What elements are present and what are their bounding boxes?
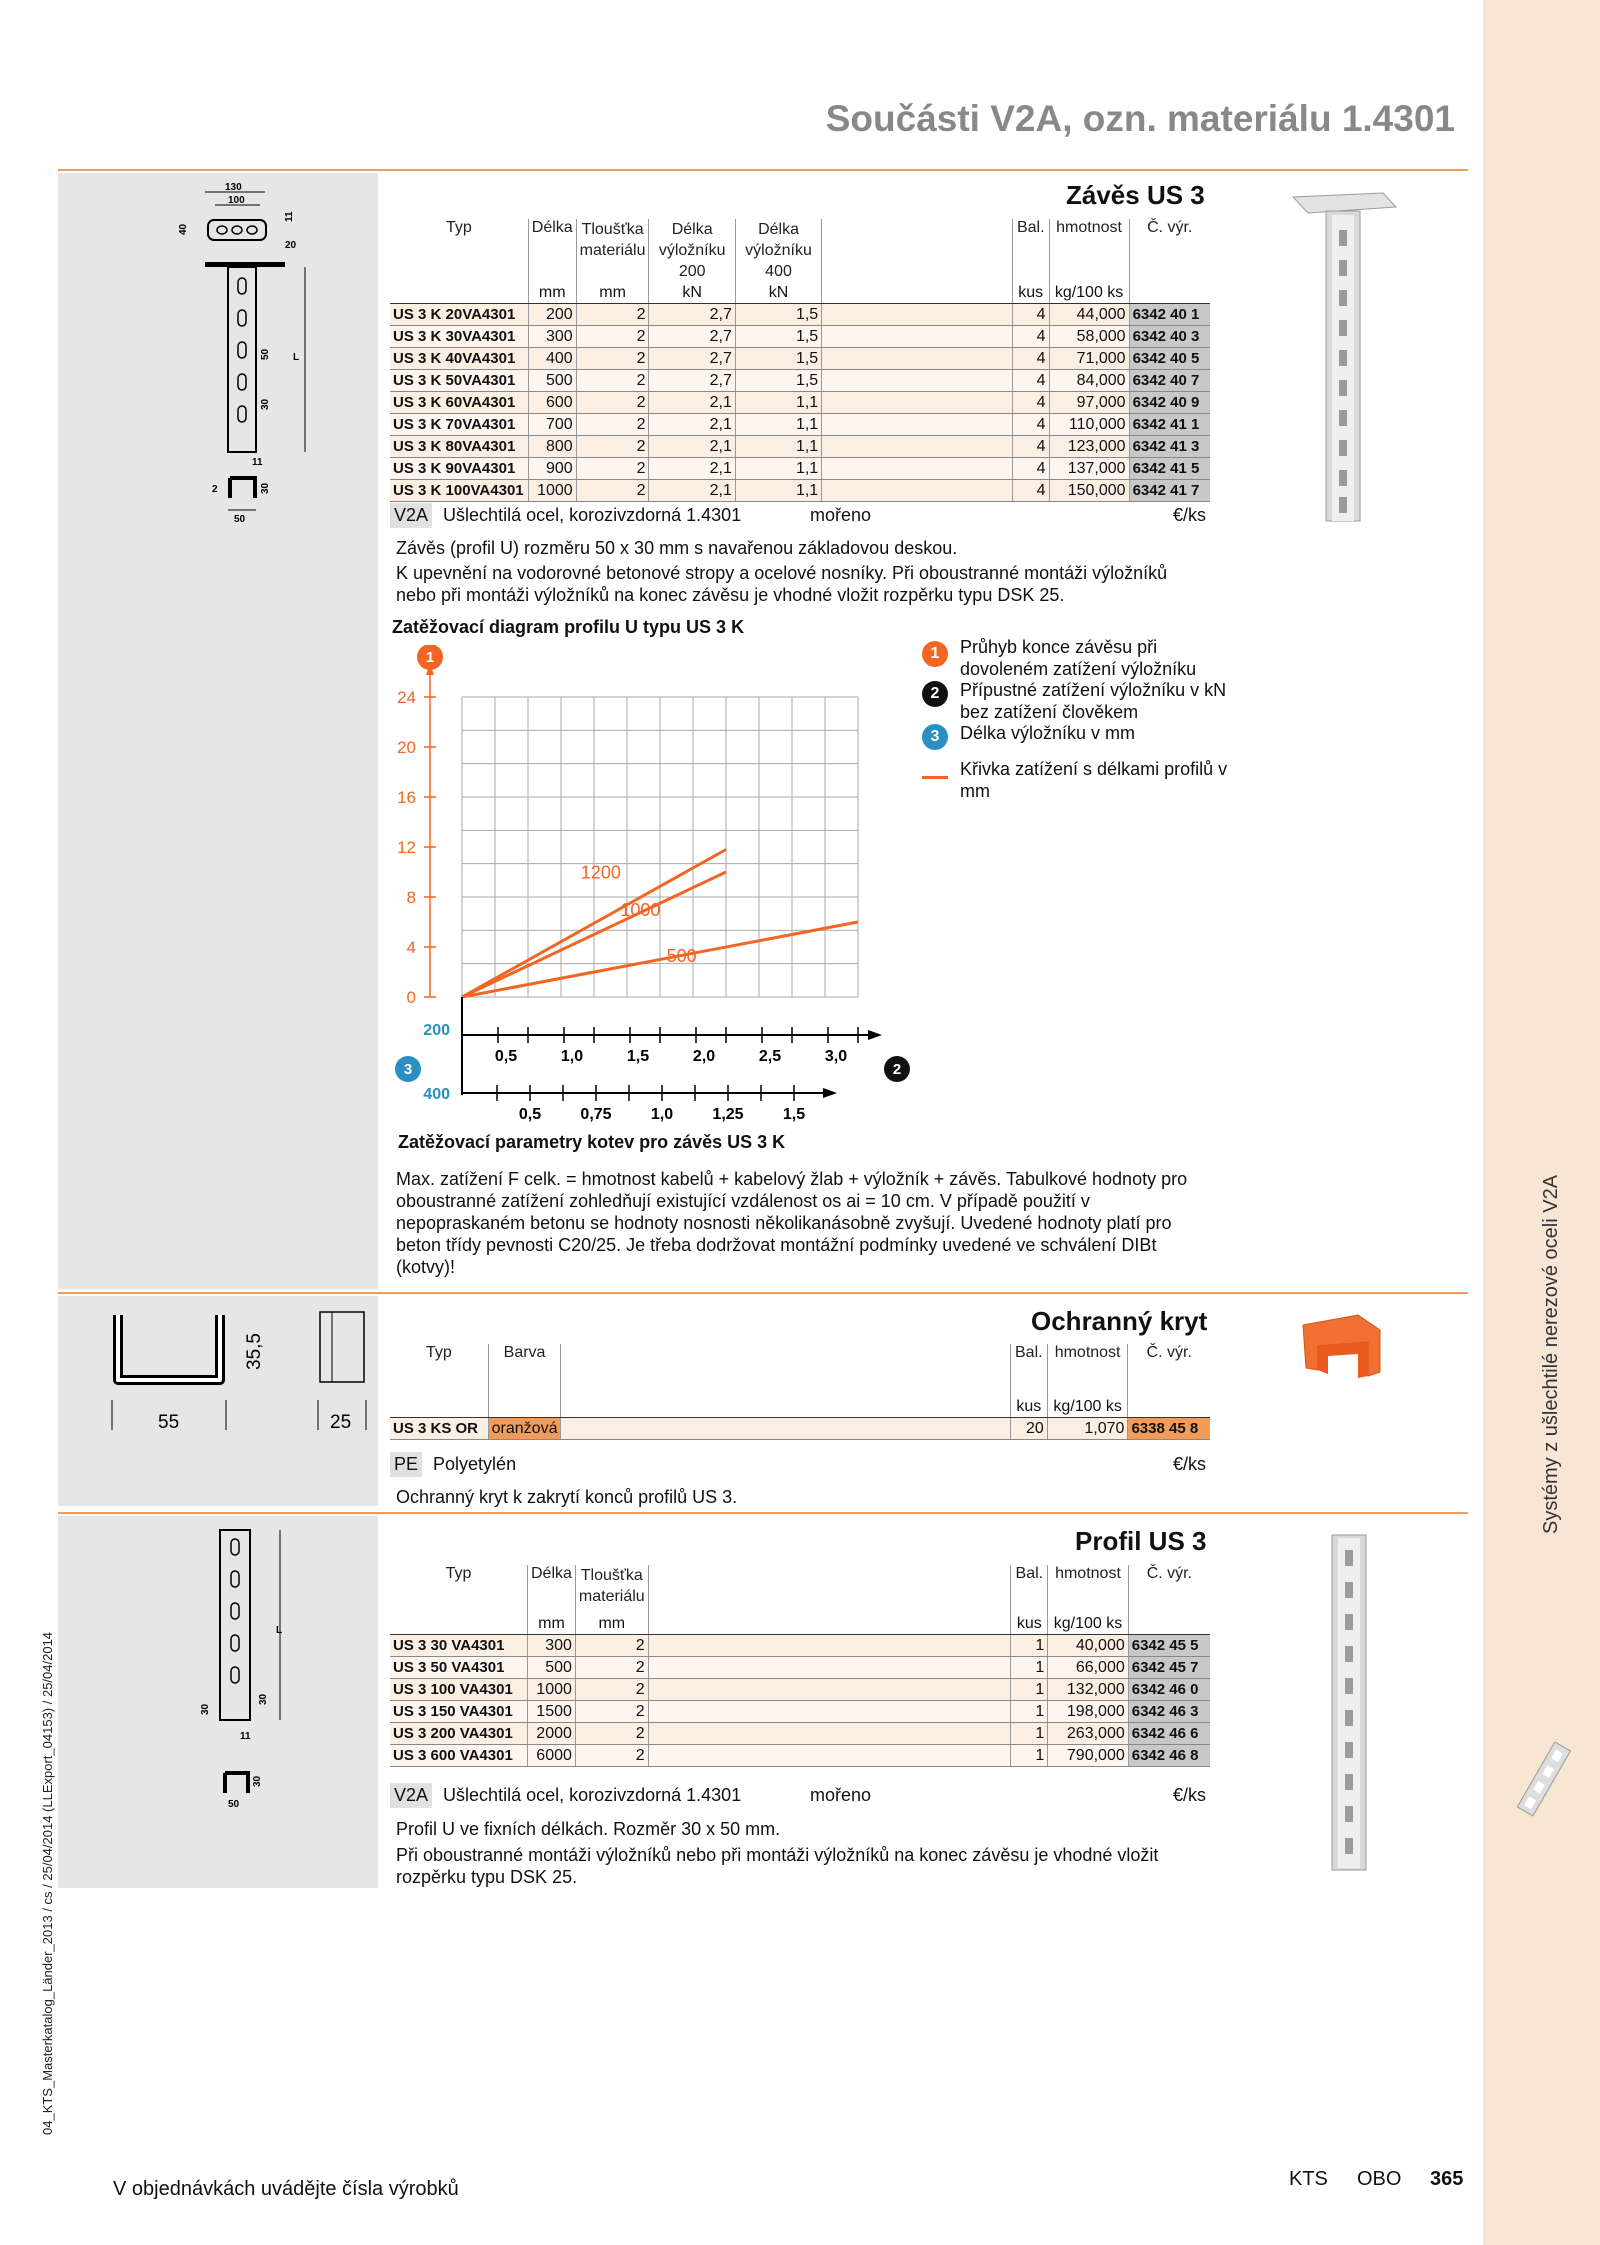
x-tick-label: 0,5 xyxy=(518,1106,542,1123)
y-tick-label: 16 xyxy=(397,788,416,807)
col-barva: Barva xyxy=(488,1344,561,1396)
right-sidebar xyxy=(1483,0,1600,2245)
cover-technical-drawing xyxy=(100,1300,380,1440)
page-title: Součásti V2A, ozn. materiálu 1.4301 xyxy=(825,98,1455,139)
table-row: US 3 K 30VA4301 300 2 2,7 1,5 4 58,000 6342 40 3 xyxy=(390,326,1210,348)
svg-text:20: 20 xyxy=(285,240,297,251)
document-meta: 04_KTS_Masterkatalog_Länder_2013 / cs / 25/04/2014 (LLExport_04153) / 25/04/2014 xyxy=(40,1631,55,2135)
y-tick-label: 12 xyxy=(397,838,416,857)
svg-text:30: 30 xyxy=(260,482,271,494)
section-title-cover: Ochranný kryt xyxy=(1031,1306,1208,1336)
series-label: 500 xyxy=(666,946,697,966)
table-row: US 3 KS OR oranžová 20 1,070 6338 45 8 xyxy=(390,1418,1210,1440)
x-tick-label: 0,75 xyxy=(580,1106,612,1123)
table-row: US 3 K 50VA4301 500 2 2,7 1,5 4 84,000 6342 40 7 xyxy=(390,370,1210,392)
x-tick-label: 1,0 xyxy=(650,1106,674,1123)
col-delka-400: Délka výložníku 400 xyxy=(735,219,821,282)
section-title-hanger: Závěs US 3 xyxy=(1066,180,1205,210)
col-typ: Typ xyxy=(390,219,528,282)
sidebar-category-label: Systémy z ušlechtilé nerezové oceli V2A xyxy=(1540,1174,1562,1534)
col-bal: Bal. xyxy=(1011,1565,1048,1613)
material-description: Ušlechtilá ocel, korozivzdorná 1.4301 xyxy=(443,505,742,525)
section-title-profile: Profil US 3 xyxy=(1075,1526,1207,1556)
svg-text:50: 50 xyxy=(234,514,246,525)
col-cvyr: Č. výr. xyxy=(1146,1344,1192,1361)
material-finish: mořeno xyxy=(810,1785,872,1805)
svg-text:L: L xyxy=(293,352,300,363)
col-typ: Typ xyxy=(390,1344,488,1396)
x-tick-label: 3,0 xyxy=(824,1048,848,1065)
svg-text:11: 11 xyxy=(284,211,295,222)
col-cvyr: Č. výr. xyxy=(1147,219,1193,236)
x-axis-arrow xyxy=(868,1030,882,1040)
svg-text:30: 30 xyxy=(258,1693,269,1705)
hanger-material-row xyxy=(390,503,1210,528)
hanger-desc-1: Závěs (profil U) rozměru 50 x 30 mm s navařenou základovou deskou. xyxy=(396,538,958,558)
footer-order-note: V objednávkách uvádějte čísla výrobků xyxy=(113,2178,459,2200)
col-tloustka: Tloušťka materiálu xyxy=(575,1565,648,1613)
y-tick-label: 0 xyxy=(406,988,416,1007)
profile-product-photo xyxy=(1318,1530,1378,1875)
svg-text:55: 55 xyxy=(158,1412,180,1433)
svg-text:11: 11 xyxy=(252,457,263,468)
y-tick-label: 20 xyxy=(397,738,416,757)
svg-text:30: 30 xyxy=(200,1703,211,1715)
svg-text:11: 11 xyxy=(240,1731,251,1742)
col-delka-200: Délka výložníku 200 xyxy=(649,219,735,282)
anchor-title: Zatěžovací parametry kotev pro závěs US 3 K xyxy=(398,1132,786,1152)
footer-brand-kts: KTS xyxy=(1289,2168,1328,2190)
x-tick-label: 1,25 xyxy=(712,1106,744,1123)
table-row: US 3 K 100VA4301 1000 2 2,1 1,1 4 150,000 6342 41 7 xyxy=(390,480,1210,502)
table-row: US 3 200 VA4301 2000 2 1 263,000 6342 46 6 xyxy=(390,1723,1210,1745)
legend-text-1: Průhyb konce závěsu při dovoleném zatížení výložníku xyxy=(960,637,1197,679)
col-bal: Bal. xyxy=(1012,219,1049,282)
x-tick-label: 2,5 xyxy=(758,1048,782,1065)
y-tick-label: 4 xyxy=(406,938,416,957)
profile-product-table: Typ Délka Tloušťka materiálu Bal. hmotnost Č. výr. mm mm kus kg/100 ks US 3 30 VA4301 300 2 1 40,000 6342 45 5 US 3 50 VA4301 500 2 1 66,000 6342 45 7 US 3 100 VA4301 1000 2 1 132,000 6342 46 0 US 3 150 VA4301 1500 2 1 198,000 6342 46 3 US 3 200 VA4301 2000 2 1 263,000 6342 46 6 US 3 600 VA4301 6000 2 1 790,000 6342 46 8 xyxy=(390,1565,1210,1767)
profile-technical-drawing xyxy=(190,1525,330,1815)
legend-marker-3: 3 xyxy=(922,724,948,750)
col-delka: Délka xyxy=(528,219,576,282)
col-bal: Bal. xyxy=(1010,1344,1047,1396)
material-code: V2A xyxy=(390,503,432,528)
sidebar-profile-thumbnail xyxy=(1515,1742,1575,1817)
x-tick-label: 1,0 xyxy=(560,1048,584,1065)
col-hmotnost: hmotnost xyxy=(1049,219,1129,282)
table-row: US 3 K 90VA4301 900 2 2,1 1,1 4 137,000 6342 41 5 xyxy=(390,458,1210,480)
material-description: Ušlechtilá ocel, korozivzdorná 1.4301 xyxy=(443,1785,742,1805)
table-row: US 3 150 VA4301 1500 2 1 198,000 6342 46 3 xyxy=(390,1701,1210,1723)
series-label: 1000 xyxy=(620,899,661,920)
cover-product-photo xyxy=(1298,1310,1388,1380)
profile-desc-2: Při oboustranné montáži výložníků nebo při montáži výložníků na konec závěsu je vhodné vložit rozpěrku typu DSK 25. xyxy=(396,1845,1159,1887)
legend-text-2: Přípustné zatížení výložníku v kN bez zatížení člověkem xyxy=(960,680,1227,722)
y-tick-label: 24 xyxy=(397,688,416,707)
profile-desc-1: Profil U ve fixních délkách. Rozměr 30 x 50 mm. xyxy=(396,1819,781,1839)
table-row: US 3 K 60VA4301 600 2 2,1 1,1 4 97,000 6342 40 9 xyxy=(390,392,1210,414)
material-description: Polyetylén xyxy=(433,1454,517,1474)
x-axis-marker-label: 2 xyxy=(892,1061,902,1078)
load-diagram xyxy=(390,645,910,1135)
svg-text:130: 130 xyxy=(225,182,242,193)
svg-text:2: 2 xyxy=(212,484,218,495)
x-tick-label: 1,5 xyxy=(626,1048,650,1065)
x-axis-400-arrow xyxy=(823,1088,837,1098)
hanger-desc-2: K upevnění na vodorovné betonové stropy a ocelové nosníky. Při oboustranné montáži výložníků nebo při montáži výložníků na konec závěsu je vhodné vložit rozpěrku typu DSK 25. xyxy=(396,563,1168,605)
footer-page-number: 365 xyxy=(1430,2168,1464,2190)
section-divider xyxy=(58,169,1468,171)
hanger-product-table: Typ Délka Tloušťka materiálu Délka výložníku 200 Délka výložníku 400 Bal. hmotnost Č. výr. mm mm kN kN kus kg/100 ks US 3 K 20VA4301 200 2 2,7 1,5 4 44,000 6342 40 1 US 3 K 30VA4301 300 2 2,7 1,5 4 58,000 6342 40 3 US 3 K 40VA4301 400 2 2,7 1,5 4 71,000 6342 40 5 US 3 K 50VA4301 500 2 2,7 1,5 4 84,000 6342 40 7 US 3 K 60VA4301 600 2 2,1 1,1 4 97,000 6342 40 9 US 3 K 70VA4301 700 2 2,1 1,1 4 110,000 6342 41 1 US 3 K 80VA4301 800 2 2,1 1,1 4 123,000 6342 41 3 US 3 K 90VA4301 900 2 2,1 1,1 4 137,000 6342 41 5 US 3 K 100VA4301 1000 2 2,1 1,1 4 150,000 6342 41 7 xyxy=(390,219,1210,502)
table-row: US 3 100 VA4301 1000 2 1 132,000 6342 46 0 xyxy=(390,1679,1210,1701)
material-finish: mořeno xyxy=(810,505,872,525)
cover-material-row xyxy=(390,1452,1210,1477)
svg-text:L: L xyxy=(276,1625,283,1636)
table-row: US 3 K 40VA4301 400 2 2,7 1,5 4 71,000 6342 40 5 xyxy=(390,348,1210,370)
price-unit: €/ks xyxy=(1172,1785,1206,1805)
cover-product-table: Typ Barva Bal. hmotnost Č. výr. kus kg/100 ks US 3 KS OR oranžová 20 1,070 6338 45 8 xyxy=(390,1344,1210,1440)
section-divider xyxy=(58,1292,1468,1294)
svg-text:30: 30 xyxy=(260,398,271,410)
price-unit: €/ks xyxy=(1172,505,1206,525)
col-hmotnost: hmotnost xyxy=(1047,1344,1128,1396)
col-typ: Typ xyxy=(390,1565,527,1613)
svg-text:30: 30 xyxy=(252,1775,263,1787)
table-row: US 3 K 70VA4301 700 2 2,1 1,1 4 110,000 6342 41 1 xyxy=(390,414,1210,436)
svg-text:40: 40 xyxy=(178,223,189,235)
legend-marker-1: 1 xyxy=(922,641,948,667)
hanger-technical-drawing xyxy=(150,180,330,530)
legend-marker-2: 2 xyxy=(922,681,948,707)
section-divider xyxy=(58,1512,1468,1514)
x-axis-200-label: 200 xyxy=(423,1022,450,1039)
table-row: US 3 600 VA4301 6000 2 1 790,000 6342 46 8 xyxy=(390,1745,1210,1767)
price-unit: €/ks xyxy=(1172,1454,1206,1474)
material-code: PE xyxy=(390,1452,422,1477)
svg-text:25: 25 xyxy=(330,1412,352,1433)
col-cvyr: Č. výr. xyxy=(1146,1565,1193,1582)
svg-text:50: 50 xyxy=(228,1799,240,1810)
col-hmotnost: hmotnost xyxy=(1048,1565,1129,1613)
svg-text:100: 100 xyxy=(228,195,245,206)
table-row: US 3 K 20VA4301 200 2 2,7 1,5 4 44,000 6342 40 1 xyxy=(390,304,1210,326)
x-tick-label: 1,5 xyxy=(782,1106,806,1123)
svg-text:35,5: 35,5 xyxy=(244,1333,265,1370)
y-tick-label: 8 xyxy=(406,888,416,907)
anchor-text: Max. zatížení F celk. = hmotnost kabelů + kabelový žlab + výložník + závěs. Tabulkové hodnoty pro oboustranné zatížení zohledňují existující vzdálenost os ai = 10 cm. V případě použití v nepopraskaném betonu se hodnoty nosnosti několikanásobně zvyšují. Uvedené hodnoty platí pro beton třídy pevnosti C20/25. Je třeba dodržovat montážní podmínky uvedené ve schválení DIBt (kotvy)! xyxy=(396,1169,1188,1277)
material-code: V2A xyxy=(390,1783,432,1808)
table-row: US 3 30 VA4301 300 2 1 40,000 6342 45 5 xyxy=(390,1635,1210,1657)
footer-brand-obo: OBO xyxy=(1357,2168,1402,2190)
cover-desc: Ochranný kryt k zakrytí konců profilů US 3. xyxy=(396,1487,738,1507)
legend-line-swatch xyxy=(922,776,948,779)
svg-text:50: 50 xyxy=(260,348,271,360)
hanger-product-photo xyxy=(1288,185,1398,535)
x-tick-label: 0,5 xyxy=(494,1048,518,1065)
cantilever-marker-label: 3 xyxy=(403,1061,413,1078)
x-axis-400-label: 400 xyxy=(423,1086,450,1103)
col-delka: Délka xyxy=(527,1565,575,1613)
legend-text-3: Délka výložníku v mm xyxy=(960,723,1136,743)
series-label: 1200 xyxy=(580,862,621,883)
diagram-title: Zatěžovací diagram profilu U typu US 3 K xyxy=(392,617,745,637)
profile-material-row xyxy=(390,1783,1210,1808)
y-axis-marker-label: 1 xyxy=(425,649,435,666)
col-tloustka: Tloušťka materiálu xyxy=(576,219,649,282)
table-row: US 3 K 80VA4301 800 2 2,1 1,1 4 123,000 6342 41 3 xyxy=(390,436,1210,458)
legend-text-4: Křivka zatížení s délkami profilů v mm xyxy=(960,759,1228,801)
table-row: US 3 50 VA4301 500 2 1 66,000 6342 45 7 xyxy=(390,1657,1210,1679)
x-tick-label: 2,0 xyxy=(692,1048,716,1065)
